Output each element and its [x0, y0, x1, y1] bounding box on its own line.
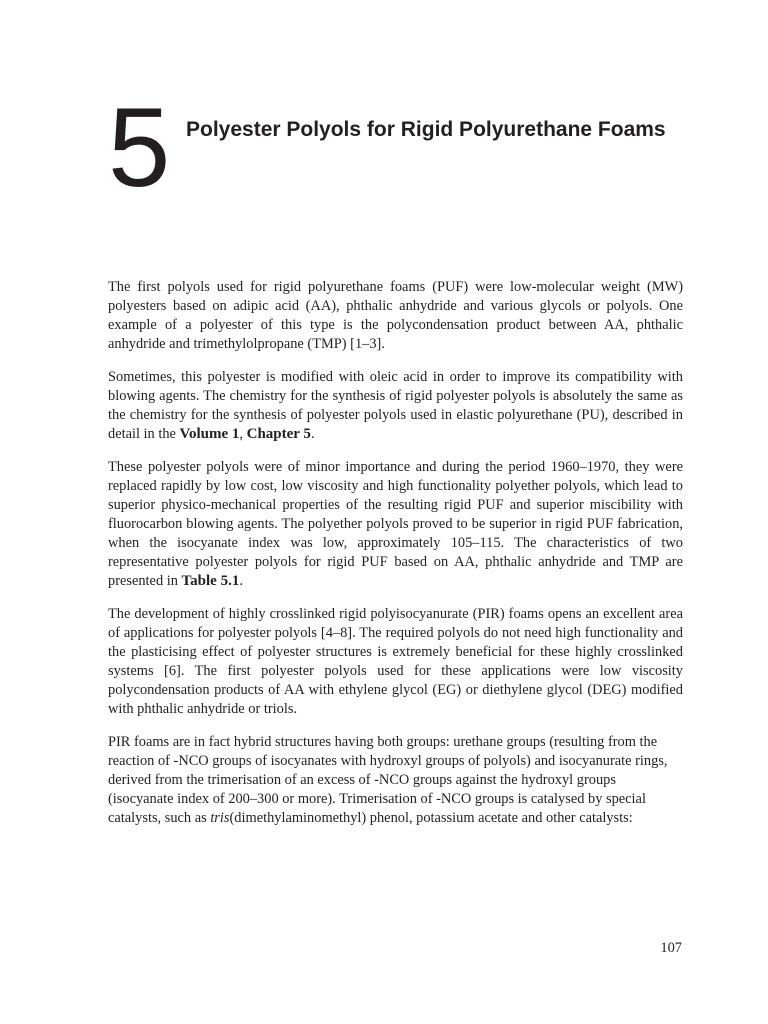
chapter-reference: Chapter 5 — [246, 426, 311, 442]
paragraph-1: The first polyols used for rigid polyurethane foams (PUF) were low-molecular weight (MW) polyesters based on adipic acid (AA), phthalic anhydride and various glycols or polyols. One example of a polyester of this type is the polycondensation product between AA, phthalic anhydride and trimethylolpropane (TMP) [1–3]. — [108, 279, 683, 352]
paragraph-5-text: PIR foams are in fact hybrid structures having both groups: urethane groups (resulting from the reaction of -NCO groups of isocyanates with hydroxyl groups of polyols) and isocyanurate rings, derived from the trimerisation of an excess of -NCO groups against the hydroxyl groups (isocyanate index of 200–300 or more). Trimerisation of -NCO groups is catalysed by special catalysts, such as — [108, 734, 668, 826]
page-number: 107 — [660, 940, 682, 956]
volume-reference: Volume 1 — [179, 426, 240, 442]
paragraph-5 — [108, 733, 683, 828]
paragraph-2-text: Sometimes, this polyester is modified with oleic acid in order to improve its compatibility with blowing agents. The chemistry for the synthesis of rigid polyester polyols is absolutely the same as the chemistry for the synthesis of polyester polyols used in elastic polyurethane (PU), described in detail in the — [108, 369, 683, 442]
paragraph-2 — [108, 368, 683, 444]
paragraph-5-end: (dimethylaminomethyl) phenol, potassium acetate and other catalysts: — [229, 810, 633, 826]
reference-separator: , — [239, 426, 247, 442]
paragraph-3-end: . — [239, 573, 243, 589]
chapter-body — [108, 278, 683, 842]
italic-term: tris — [210, 810, 230, 826]
chapter-number: 5 — [108, 85, 169, 210]
paragraph-4: The development of highly crosslinked rigid polyisocyanurate (PIR) foams opens an excellent area of applications for polyester polyols [4–8]. The required polyols do not need high functionality and the plasticising effect of polyester structures is extremely beneficial for these highly crosslinked systems [6]. The first polyester polyols used for these applications were low viscosity polycondensation products of AA with ethylene glycol (EG) or diethylene glycol (DEG) modified with phthalic anhydride or triols. — [108, 606, 683, 717]
table-reference: Table 5.1 — [181, 573, 240, 589]
paragraph-2-end: . — [310, 426, 315, 442]
chapter-title: Polyester Polyols for Rigid Polyurethane Foams — [186, 118, 666, 141]
paragraph-3 — [108, 458, 683, 591]
paragraph-3-text: These polyester polyols were of minor importance and during the period 1960–1970, they were replaced rapidly by low cost, low viscosity and high functionality polyether polyols, which lead to superior physico-mechanical properties of the resulting rigid PUF and superior miscibility with fluorocarbon blowing agents. The polyether polyols proved to be superior in rigid PUF fabrication, when the isocyanate index was low, approximately 105–115. The characteristics of two representative polyester polyols for rigid PUF based on AA, phthalic anhydride and TMP are presented in — [108, 459, 683, 589]
